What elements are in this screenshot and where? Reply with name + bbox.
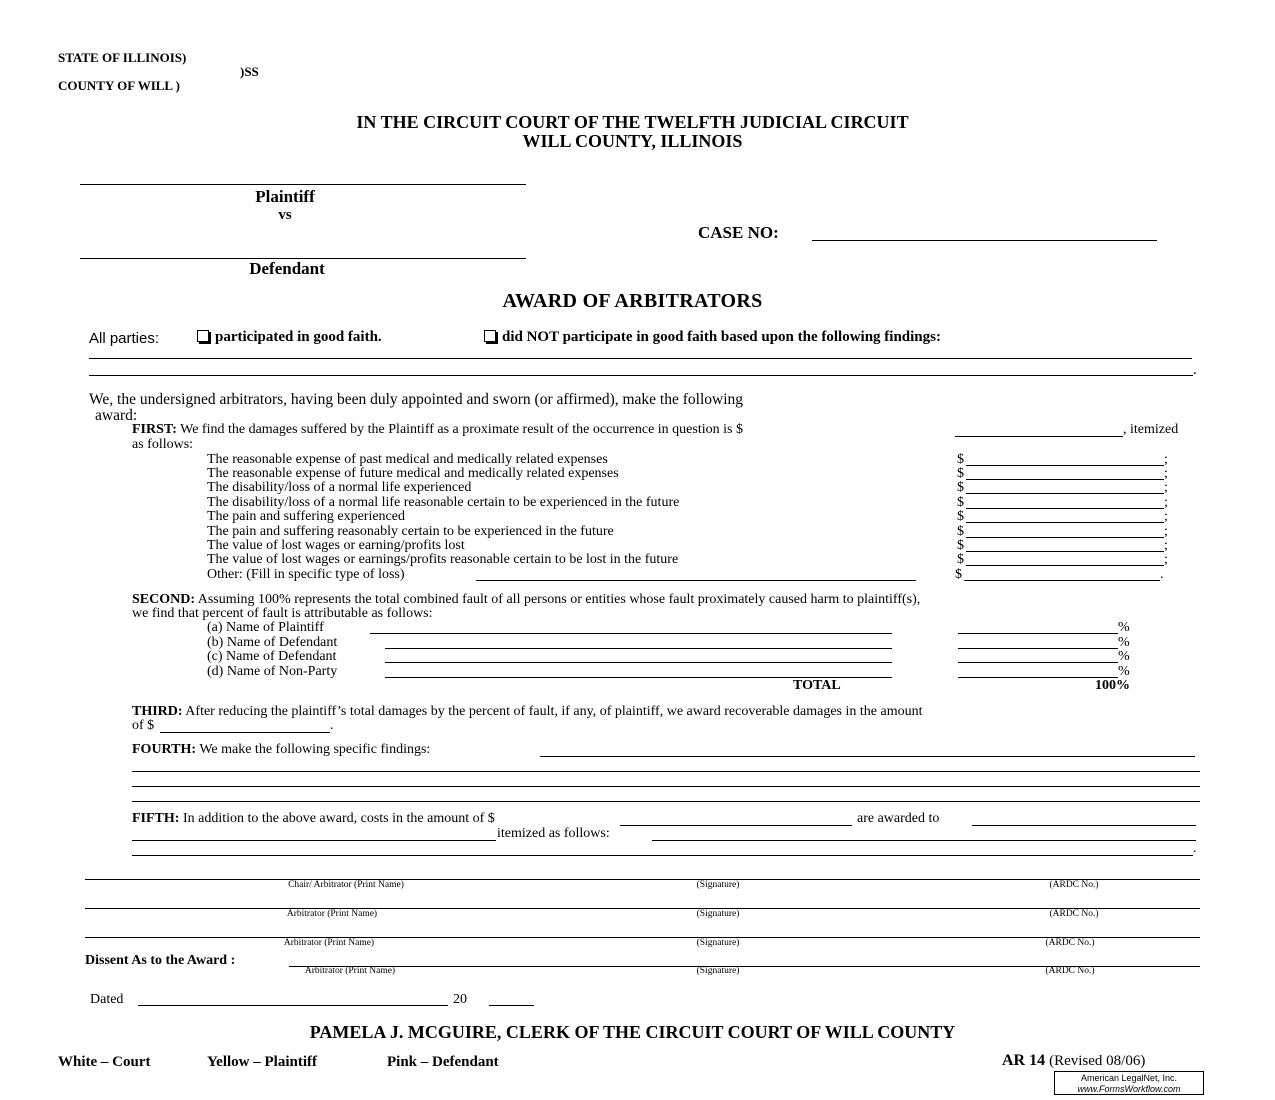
third-paragraph	[132, 704, 922, 720]
fault-party-name-line[interactable]	[385, 648, 892, 649]
fourth-line-4[interactable]	[132, 801, 1200, 802]
third-amount-line[interactable]	[160, 732, 330, 733]
findings-line-2[interactable]	[89, 375, 1193, 376]
damage-separator: ;	[1164, 524, 1168, 539]
fifth-text-mid: are awarded to	[857, 811, 940, 826]
second-text: Assuming 100% represents the total combined fault of all persons or entities whose fault proximately caused harm to plaintiff(s),	[197, 592, 921, 607]
currency-symbol: $	[955, 567, 962, 582]
currency-symbol: $	[957, 538, 964, 553]
damage-separator: ;	[1164, 495, 1168, 510]
currency-symbol: $	[957, 466, 964, 481]
plaintiff-label: Plaintiff	[255, 187, 315, 206]
fifth-text: In addition to the above award, costs in the amount of $	[182, 811, 495, 826]
not-good-faith-option[interactable]	[484, 329, 941, 346]
good-faith-option[interactable]	[197, 329, 382, 346]
dated-label: Dated	[90, 992, 124, 1007]
currency-symbol: $	[957, 495, 964, 510]
damage-amount-line[interactable]	[966, 479, 1164, 480]
fifth-line-3[interactable]	[132, 855, 1193, 856]
fifth-line-2b[interactable]	[652, 840, 1196, 841]
damage-amount-line[interactable]	[966, 551, 1164, 552]
second-label: SECOND:	[132, 592, 196, 607]
sig2-name-label: Arbitrator (Print Name)	[286, 909, 378, 919]
intro-line2: award:	[95, 407, 138, 424]
fault-party-label: (c) Name of Defendant	[207, 649, 337, 664]
damage-separator: ;	[1164, 480, 1168, 495]
fault-party-name-line[interactable]	[370, 633, 892, 634]
venue-county: COUNTY OF WILL )	[58, 78, 180, 93]
clerk-name: PAMELA J. MCGUIRE, CLERK OF THE CIRCUIT COURT OF WILL COUNTY	[309, 1022, 956, 1042]
damage-separator: ;	[1164, 552, 1168, 567]
good-faith-label: participated in good faith.	[215, 329, 382, 345]
damage-item-label: The pain and suffering reasonably certain to be experienced in the future	[207, 524, 614, 539]
damage-item-label: Other: (Fill in specific type of loss)	[207, 567, 405, 582]
first-text-end: , itemized	[1123, 422, 1179, 437]
fourth-label: FOURTH:	[132, 742, 197, 757]
percent-sign: %	[1118, 649, 1130, 664]
fourth-text: We make the following specific findings:	[199, 742, 431, 757]
form-title: AWARD OF ARBITRATORS	[502, 290, 763, 312]
damage-amount-line[interactable]	[964, 580, 1160, 581]
good-faith-checkbox[interactable]	[197, 330, 209, 342]
sig2-ardc-label: (ARDC No.)	[1049, 909, 1099, 919]
damage-separator: ;	[1164, 538, 1168, 553]
fault-party-label: (b) Name of Defendant	[207, 635, 338, 650]
copy-pink: Pink – Defendant	[387, 1054, 499, 1070]
vs-label: vs	[278, 207, 292, 223]
fifth-costs-line[interactable]	[620, 825, 852, 826]
sig3-name-label: Arbitrator (Print Name)	[283, 938, 375, 948]
logo-line2: www.FormsWorkflow.com	[1077, 1084, 1181, 1094]
first-text2: as follows:	[132, 437, 194, 452]
copy-white: White – Court	[58, 1054, 151, 1070]
form-number	[1002, 1052, 1145, 1070]
percent-sign: %	[1118, 620, 1130, 635]
fifth-paragraph	[132, 811, 495, 827]
damage-separator: ;	[1164, 452, 1168, 467]
damage-item-label: The value of lost wages or earning/profits lost	[207, 538, 465, 553]
form-revised: (Revised 08/06)	[1049, 1053, 1146, 1069]
damage-amount-line[interactable]	[966, 508, 1164, 509]
first-total-line[interactable]	[955, 436, 1123, 437]
currency-symbol: $	[957, 524, 964, 539]
dated-line[interactable]	[138, 1005, 448, 1006]
fifth-awarded-to-line[interactable]	[972, 825, 1196, 826]
sig3-ardc-label: (ARDC No.)	[1045, 938, 1095, 948]
fault-percent-line[interactable]	[958, 648, 1118, 649]
fault-percent-line[interactable]	[958, 662, 1118, 663]
not-good-faith-label: did NOT participate in good faith based upon the following findings:	[502, 329, 941, 345]
fifth-text2: itemized as follows:	[497, 826, 610, 841]
copy-yellow: Yellow – Plaintiff	[207, 1054, 317, 1070]
damage-amount-line[interactable]	[966, 522, 1164, 523]
total-label: TOTAL	[793, 678, 841, 693]
damage-separator: ;	[1164, 466, 1168, 481]
fifth-label: FIFTH:	[132, 811, 180, 826]
venue-ss: )SS	[240, 64, 259, 79]
total-value: 100%	[1095, 678, 1130, 693]
fourth-line-2[interactable]	[132, 771, 1200, 772]
fault-party-name-line[interactable]	[385, 662, 892, 663]
defendant-label: Defendant	[249, 259, 325, 278]
currency-symbol: $	[957, 452, 964, 467]
fault-party-label: (a) Name of Plaintiff	[207, 620, 324, 635]
percent-sign: %	[1118, 635, 1130, 650]
findings-line-1[interactable]	[89, 358, 1192, 359]
damage-item-label: The reasonable expense of future medical and medically related expenses	[207, 466, 619, 481]
intro-line1: We, the undersigned arbitrators, having been duly appointed and sworn (or affirmed), make the following	[89, 391, 744, 408]
sig4-signature-label: (Signature)	[696, 966, 740, 976]
damage-item-label: The pain and suffering experienced	[207, 509, 405, 524]
all-parties-label: All parties:	[89, 330, 160, 347]
third-text: After reducing the plaintiff’s total damages by the percent of fault, if any, of plaintiff, we award recoverable damages in the amount	[185, 704, 923, 719]
sig2-signature-label: (Signature)	[696, 909, 740, 919]
damage-item-label: The value of lost wages or earnings/profits reasonable certain to be lost in the future	[207, 552, 679, 567]
first-text: We find the damages suffered by the Plaintiff as a proximate result of the occurrence in question is $	[180, 422, 743, 437]
second-text2: we find that percent of fault is attributable as follows:	[132, 606, 433, 621]
fourth-paragraph	[132, 742, 430, 758]
venue-state: STATE OF ILLINOIS)	[58, 50, 187, 65]
fault-percent-line[interactable]	[958, 633, 1118, 634]
sig1-signature-label: (Signature)	[696, 880, 740, 890]
currency-symbol: $	[957, 552, 964, 567]
court-title-line2: WILL COUNTY, ILLINOIS	[522, 131, 743, 151]
first-label: FIRST:	[132, 422, 177, 437]
sig1-name-label: Chair/ Arbitrator (Print Name)	[288, 880, 404, 890]
damage-item-label: The disability/loss of a normal life experienced	[207, 480, 472, 495]
fourth-line-3[interactable]	[132, 786, 1200, 787]
third-text2: of $	[132, 718, 155, 733]
case-no-line[interactable]	[812, 240, 1157, 241]
currency-symbol: $	[957, 480, 964, 495]
fifth-line-2a[interactable]	[132, 840, 496, 841]
form-number-code: AR 14	[1002, 1052, 1046, 1069]
dated-year: 20	[453, 992, 467, 1007]
logo-line1: American LegalNet, Inc.	[1080, 1073, 1178, 1083]
damage-amount-line[interactable]	[966, 493, 1164, 494]
damage-amount-line[interactable]	[966, 537, 1164, 538]
third-label: THIRD:	[132, 704, 183, 719]
plaintiff-name-line[interactable]	[80, 184, 526, 185]
not-good-faith-checkbox[interactable]	[484, 330, 496, 342]
percent-sign: %	[1118, 664, 1130, 679]
fourth-line-1[interactable]	[540, 756, 1195, 757]
other-loss-type-line[interactable]	[476, 580, 916, 581]
sig1-ardc-label: (ARDC No.)	[1049, 880, 1099, 890]
fault-party-label: (d) Name of Non-Party	[207, 664, 338, 679]
sig4-name-label: Arbitrator (Print Name)	[304, 966, 396, 976]
damage-item-label: The disability/loss of a normal life reasonable certain to be experienced in the future	[207, 495, 680, 510]
damage-separator: .	[1160, 567, 1164, 582]
sig4-ardc-label: (ARDC No.)	[1045, 966, 1095, 976]
dated-year-line[interactable]	[489, 1005, 534, 1006]
court-title-line1: IN THE CIRCUIT COURT OF THE TWELFTH JUDICIAL CIRCUIT	[356, 112, 909, 132]
first-paragraph	[132, 422, 743, 438]
dissent-label: Dissent As to the Award :	[85, 953, 236, 968]
damage-separator: ;	[1164, 509, 1168, 524]
currency-symbol: $	[957, 509, 964, 524]
damage-amount-line[interactable]	[966, 465, 1164, 466]
damage-amount-line[interactable]	[966, 565, 1164, 566]
case-no-label: CASE NO:	[698, 223, 779, 242]
damage-item-label: The reasonable expense of past medical and medically related expenses	[207, 452, 608, 467]
sig3-signature-label: (Signature)	[696, 938, 740, 948]
legalnet-logo	[1054, 1071, 1204, 1095]
